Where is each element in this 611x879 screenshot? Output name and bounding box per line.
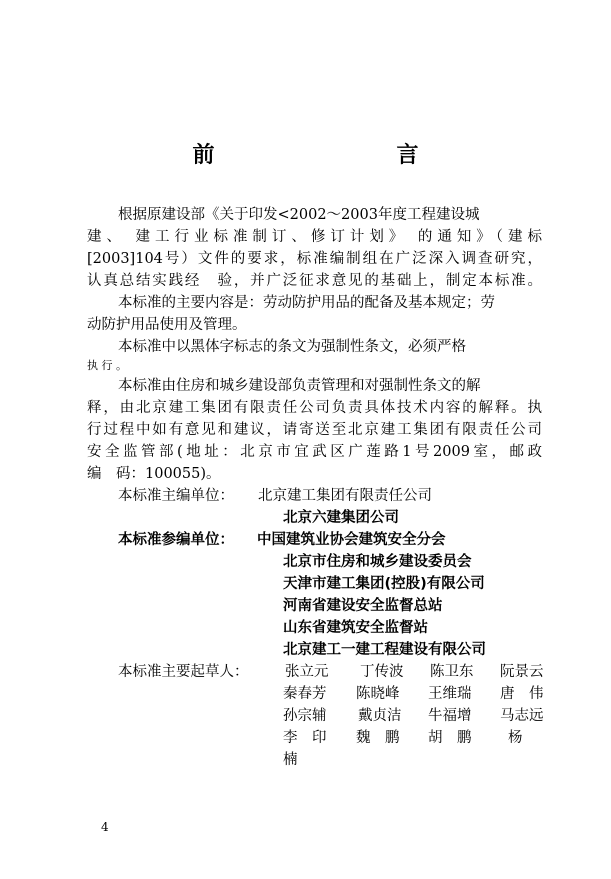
drafter-name: 胡 鹏: [428, 730, 472, 746]
drafter-name: 阮景云: [500, 664, 544, 680]
intro-line-2: 建、 建工行业标准制订、修订计划》 的通知》（建标: [87, 229, 542, 245]
intro-line-3: [2003]104号）文件的要求，标准编制组在广泛深入调查研究，: [87, 251, 542, 267]
drafter-name: 王维瑞: [428, 686, 472, 702]
management-line-1: 本标准由住房和城乡建设部负责管理和对强制性条文的解: [118, 378, 481, 394]
drafter-name: 张立元: [285, 664, 329, 680]
mandatory-line-1: 本标准中以黑体字标志的条文为强制性条文，必须严格: [118, 339, 466, 355]
chief-unit-2: 北京六建集团公司: [283, 510, 399, 526]
page-number: 4: [101, 820, 109, 834]
drafter-name: 陈晓峰: [356, 686, 400, 702]
participating-unit-3: 天津市建工集团(控股)有限公司: [283, 576, 485, 592]
management-line-4: 安全监管部(地址：北京市宜武区广莲路1号2009室，邮政: [87, 444, 542, 460]
page-title: 前 言: [192, 143, 465, 168]
drafter-name: 魏 鹏: [356, 730, 400, 746]
drafters-label: 本标准主要起草人：: [118, 664, 249, 680]
management-line-5: 编 码：100055)。: [87, 466, 221, 482]
drafter-name: 陈卫东: [430, 664, 474, 680]
drafter-name: 唐 伟: [500, 686, 544, 702]
participating-unit-1: 中国建筑业协会建筑安全分会: [257, 532, 446, 548]
drafter-name: 戴贞洁: [358, 708, 402, 724]
intro-line-1: 根据原建设部《关于印发<2002～2003年度工程建设城: [118, 207, 480, 223]
chief-units-label: 本标准主编单位：: [118, 488, 234, 504]
drafter-name: 楠: [283, 752, 298, 768]
chief-unit-1: 北京建工集团有限责任公司: [258, 488, 432, 504]
content-line-1: 本标准的主要内容是：劳动防护用品的配备及基本规定；劳: [118, 295, 495, 311]
drafter-name: 孙宗辅: [283, 708, 327, 724]
participating-unit-2: 北京市住房和城乡建设委员会: [283, 554, 472, 570]
drafter-name: 杨: [508, 730, 523, 746]
content-line-2: 动防护用品使用及管理。: [87, 317, 247, 333]
drafter-name: 李 印: [283, 730, 327, 746]
drafter-name: 秦春芳: [283, 686, 327, 702]
drafter-name: 丁传波: [360, 664, 404, 680]
participating-units-label: 本标准参编单位：: [118, 532, 234, 548]
participating-unit-4: 河南省建设安全监督总站: [283, 598, 443, 614]
management-line-3: 行过程中如有意见和建议，请寄送至北京建工集团有限责任公司: [87, 422, 542, 438]
drafter-name: 马志远: [500, 708, 544, 724]
participating-unit-5: 山东省建筑安全监督站: [283, 620, 428, 636]
mandatory-line-2: 执 行 。: [87, 359, 127, 372]
management-line-2: 释，由北京建工集团有限责任公司负责具体技术内容的解释。执: [87, 400, 542, 416]
participating-unit-6: 北京建工一建工程建设有限公司: [283, 642, 486, 658]
intro-line-4: 认真总结实践经 验，并广泛征求意见的基础上，制定本标准。: [87, 273, 542, 289]
drafter-name: 牛福增: [428, 708, 472, 724]
